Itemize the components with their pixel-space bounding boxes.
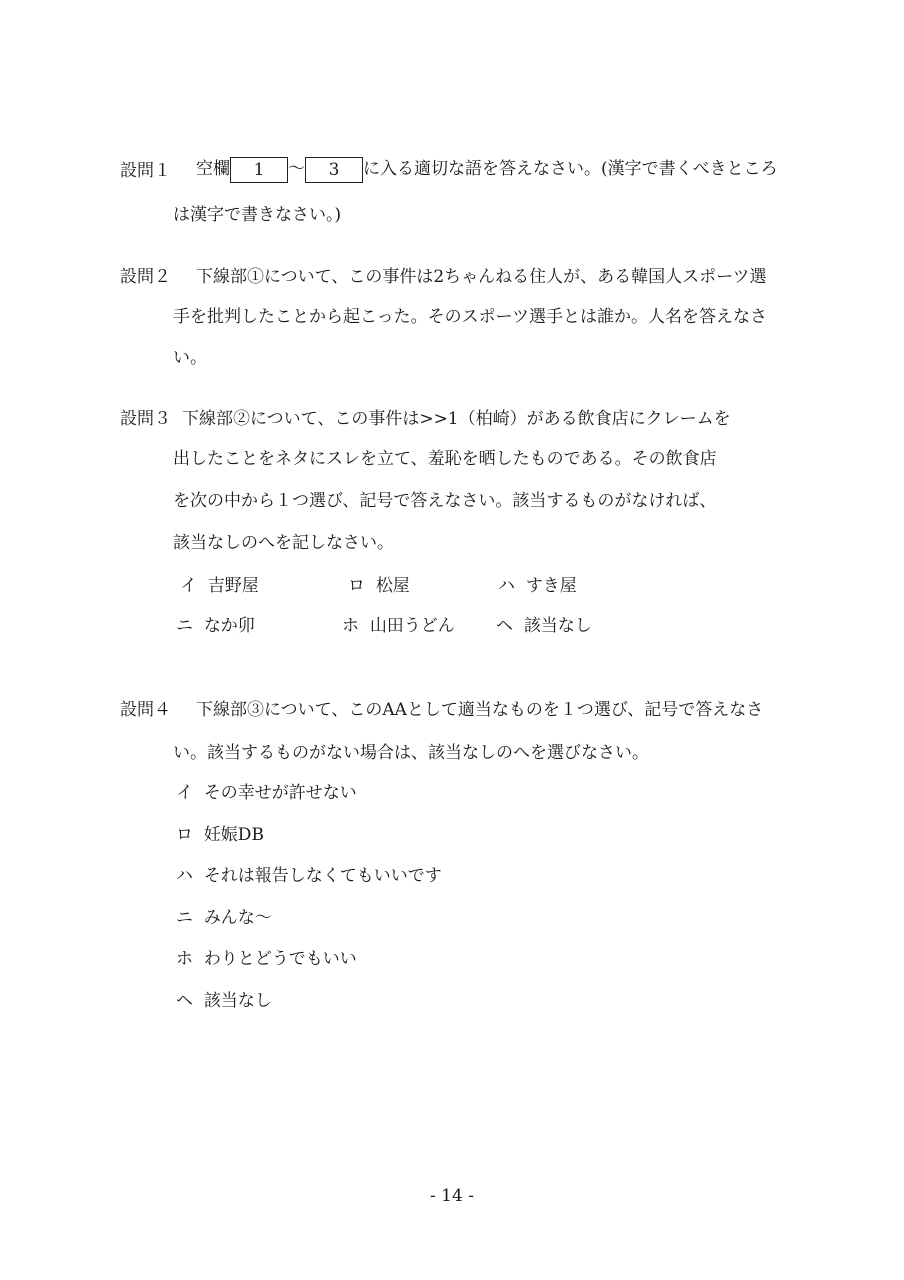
question-1-tilde: 〜 (288, 159, 305, 179)
q4-option-i (176, 778, 357, 803)
question-3-line-4: 該当なしのへを記しなさい。 (173, 533, 394, 553)
q3-option-i-mark: イ (180, 576, 197, 596)
q3-option-he (496, 611, 592, 636)
question-3-number: 設問３ (120, 409, 171, 429)
q4-option-ro-mark: ロ (176, 825, 193, 845)
question-4-line-1: 下線部③について、このAAとして適当なものを１つ選び、記号で答えなさ (196, 700, 764, 720)
q3-option-i-text: 吉野屋 (207, 576, 259, 596)
q3-option-ro-mark: ロ (348, 576, 365, 596)
question-3-line-2: 出したことをネタにスレを立て、羞恥を晒したものである。その飲食店 (173, 449, 717, 469)
blank-box-3: 3 (305, 157, 363, 183)
question-1-line-1 (196, 154, 778, 183)
q4-option-ni-text: みんな〜 (203, 908, 272, 928)
question-2-line-3: い。 (173, 348, 207, 368)
q3-option-ho (342, 611, 455, 636)
q4-option-ni-mark: ニ (176, 908, 193, 928)
q3-option-ha (498, 571, 577, 596)
question-4-line-2: い。該当するものがない場合は、該当なしのへを選びなさい。 (173, 743, 649, 763)
q3-option-i (180, 571, 259, 596)
question-1-line-2: は漢字で書きなさい。) (173, 205, 342, 225)
question-1-rest: に入る適切な語を答えなさい。(漢字で書くべきところ (363, 159, 778, 179)
q3-option-he-text: 該当なし (523, 616, 592, 636)
question-3-line-1: 下線部②について、この事件は>>1（柏崎）がある飲食店にクレームを (182, 409, 731, 429)
q3-option-ho-text: 山田うどん (369, 616, 455, 636)
q4-option-i-mark: イ (176, 783, 193, 803)
question-2-line-1: 下線部①について、この事件は2ちゃんねる住人が、ある韓国人スポーツ選 (196, 267, 767, 287)
q3-option-ro-text: 松屋 (375, 576, 410, 596)
q4-option-ha-text: それは報告しなくてもいいです (203, 866, 442, 886)
q3-option-ha-text: すき屋 (525, 576, 577, 596)
q4-option-ro (176, 820, 264, 845)
page-number: - 14 - (430, 1186, 474, 1206)
q4-option-ho-text: わりとどうでもいい (203, 949, 357, 969)
q3-option-ni-mark: ニ (176, 616, 193, 636)
q4-option-he (176, 986, 272, 1011)
q4-option-ha (176, 861, 442, 886)
question-1-number: 設問１ (120, 161, 171, 181)
q3-option-he-mark: ヘ (496, 616, 513, 636)
q4-option-ho-mark: ホ (176, 949, 193, 969)
q4-option-he-mark: ヘ (176, 991, 193, 1011)
question-2-number: 設問２ (120, 267, 171, 287)
q4-option-i-text: その幸せが許せない (203, 783, 357, 803)
question-2-line-2: 手を批判したことから起こった。そのスポーツ選手とは誰か。人名を答えなさ (173, 307, 767, 327)
q3-option-ni (176, 611, 255, 636)
q4-option-ha-mark: ハ (176, 866, 193, 886)
q4-option-ro-text: 妊娠DB (203, 825, 264, 845)
blank-box-1: 1 (230, 157, 288, 183)
q4-option-ni (176, 903, 272, 928)
q3-option-ha-mark: ハ (498, 576, 515, 596)
q3-option-ro (348, 571, 410, 596)
q4-option-he-text: 該当なし (203, 991, 272, 1011)
q3-option-ni-text: なか卯 (203, 616, 255, 636)
q3-option-ho-mark: ホ (342, 616, 359, 636)
question-1-prefix: 空欄 (196, 159, 230, 179)
question-3-line-3: を次の中から１つ選び、記号で答えなさい。該当するものがなければ、 (173, 491, 717, 511)
q4-option-ho (176, 944, 357, 969)
question-4-number: 設問４ (120, 700, 171, 720)
